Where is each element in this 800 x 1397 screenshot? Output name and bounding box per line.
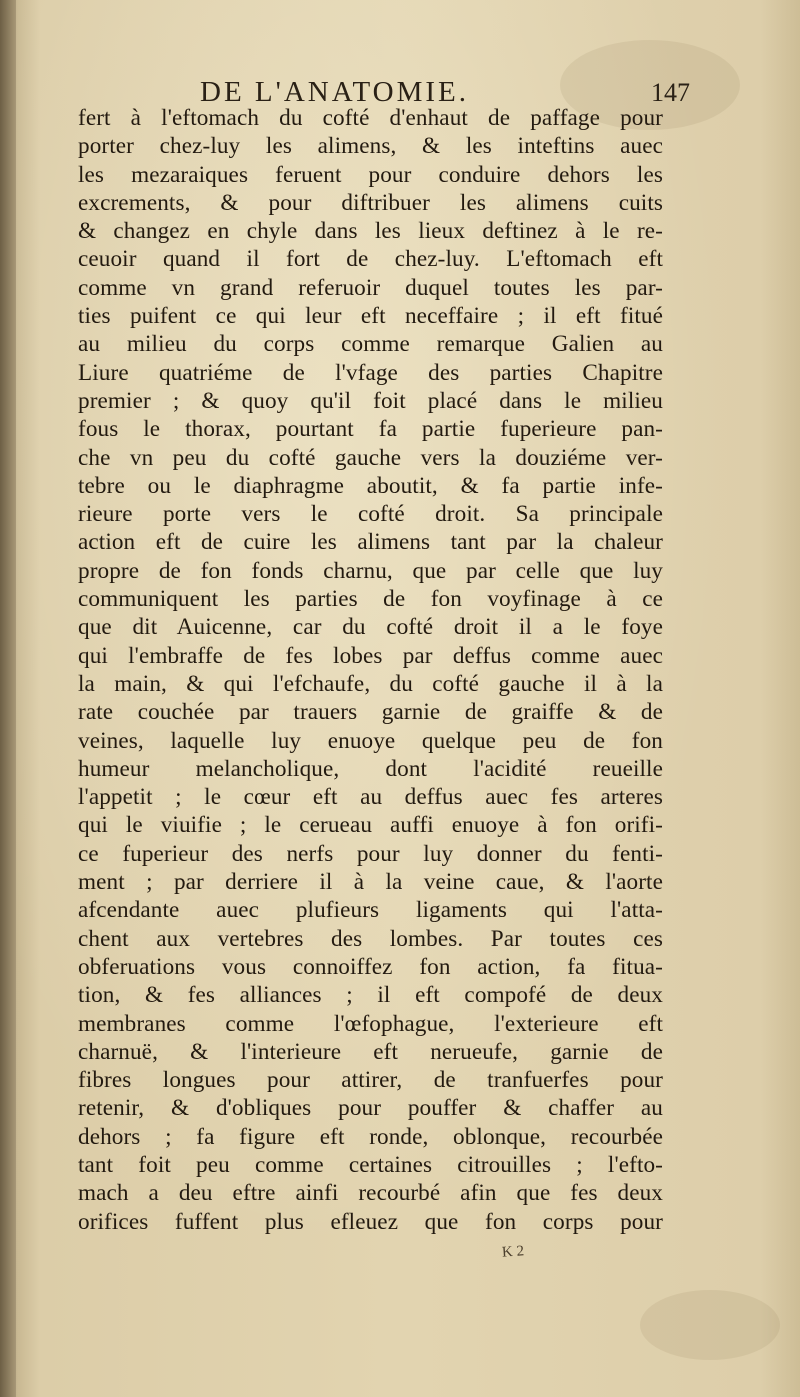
- text-line: propre de fon fonds charnu, que par celle que luy: [78, 557, 663, 584]
- text-line: au milieu du corps comme remarque Galien au: [78, 331, 663, 358]
- text-line: dehors ; fa figure eft ronde, oblonque, recourbée: [78, 1123, 663, 1150]
- text-line: qui le viuifie ; le cerueau auffi enuoye à fon orifi-: [78, 812, 663, 839]
- text-line: ceuoir quand il fort de chez-luy. L'eftomach eft: [78, 246, 663, 273]
- paper-stain: [640, 1290, 780, 1360]
- text-line: porter chez-luy les alimens, & les inteftins auec: [78, 133, 663, 160]
- text-line: que dit Auicenne, car du cofté droit il a le foye: [78, 614, 663, 641]
- text-line: la main, & qui l'efchaufe, du cofté gauche il à la: [78, 670, 663, 697]
- text-line: ment ; par derriere il à la veine caue, & l'aorte: [78, 869, 663, 896]
- text-line: veines, laquelle luy enuoye quelque peu de fon: [78, 727, 663, 754]
- text-line: tion, & fes alliances ; il eft compofé de deux: [78, 982, 663, 1009]
- text-line: les mezaraiques feruent pour conduire dehors les: [78, 161, 663, 188]
- text-line: ce fuperieur des nerfs pour luy donner du fenti-: [78, 840, 663, 867]
- text-line: rate couchée par trauers garnie de graiffe & de: [78, 699, 663, 726]
- text-line: humeur melancholique, dont l'acidité reueille: [78, 755, 663, 782]
- text-line: charnuë, & l'interieure eft nerueufe, garnie de: [78, 1038, 663, 1065]
- signature-mark: K 2: [501, 1243, 525, 1261]
- text-line: tebre ou le diaphragme aboutit, & fa partie infe-: [78, 472, 663, 499]
- text-line: Liure quatriéme de l'vfage des parties Chapitre: [78, 359, 663, 386]
- text-line: qui l'embraffe de fes lobes par deffus comme auec: [78, 642, 663, 669]
- text-line: mach a deu eftre ainfi recourbé afin que fes deux: [78, 1180, 663, 1207]
- text-line: premier ; & quoy qu'il foit placé dans le milieu: [78, 387, 663, 414]
- text-line: l'appetit ; le cœur eft au deffus auec fes arteres: [78, 784, 663, 811]
- text-line: retenir, & d'obliques pour pouffer & chaffer au: [78, 1095, 663, 1122]
- text-line: fert à l'eftomach du cofté d'enhaut de paffage pour: [78, 105, 663, 131]
- text-line: excrements, & pour diftribuer les alimens cuits: [78, 189, 663, 216]
- body-text: [78, 104, 663, 1236]
- text-line: rieure porte vers le cofté droit. Sa principale: [78, 501, 663, 528]
- text-line: & changez en chyle dans les lieux deftinez à le re-: [78, 218, 663, 245]
- text-line: fibres longues pour attirer, de tranfuerfes pour: [78, 1067, 663, 1094]
- page-gutter: [0, 0, 16, 1397]
- page-number: 147: [651, 78, 690, 107]
- text-line: tant foit peu comme certaines citrouilles ; l'efto-: [78, 1151, 663, 1178]
- text-line: che vn peu du cofté gauche vers la douziéme ver-: [78, 444, 663, 471]
- text-line: orifices fuffent plus efleuez que fon corps pour: [78, 1208, 663, 1235]
- text-line: comme vn grand referuoir duquel toutes les par-: [78, 274, 663, 301]
- text-line: ties puifent ce qui leur eft neceffaire ; il eft fitué: [78, 303, 663, 330]
- text-line: communiquent les parties de fon voyfinage à ce: [78, 586, 663, 613]
- text-line: membranes comme l'œfophague, l'exterieure eft: [78, 1010, 663, 1037]
- running-title: DE L'ANATOMIE.: [200, 76, 470, 108]
- text-line: afcendante auec plufieurs ligaments qui l'atta-: [78, 897, 663, 924]
- text-line: chent aux vertebres des lombes. Par toutes ces: [78, 925, 663, 952]
- text-line: fous le thorax, pourtant fa partie fuperieure pan-: [78, 416, 663, 443]
- text-line: obferuations vous connoiffez fon action, fa fitua-: [78, 953, 663, 980]
- text-line: action eft de cuire les alimens tant par la chaleur: [78, 529, 663, 556]
